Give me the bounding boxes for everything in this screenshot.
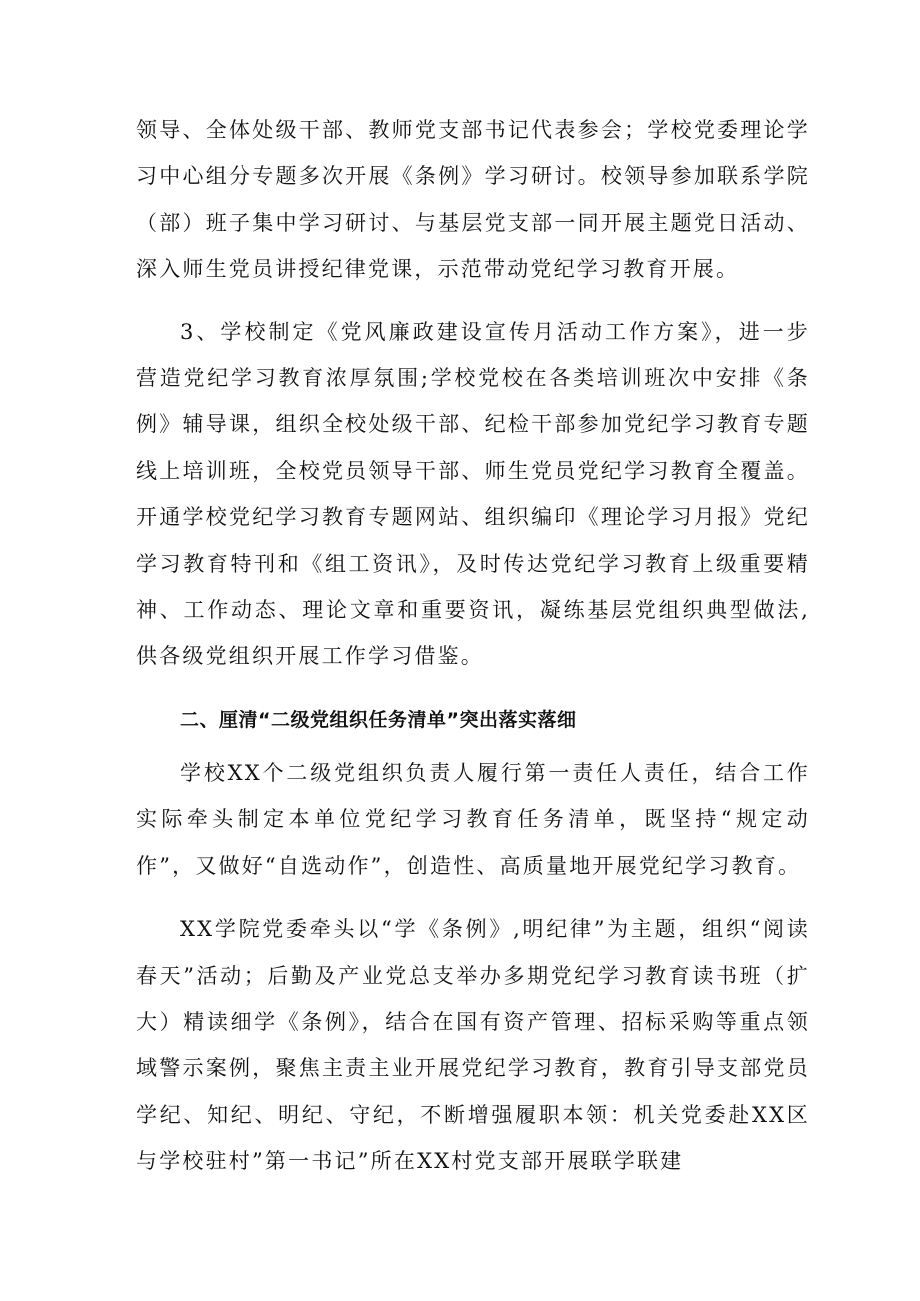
paragraph-item-3: 3、学校制定《党风廉政建设宣传月活动工作方案》，进一步营造党纪学习教育浓厚氛围;学校党校在各类培训班次中安排《条例》辅导课，组织全校处级干部、纪检干部参加党纪学习教育专题线上培训班，全校党员领导干部、师生党员党纪学习教育全覆盖。开通学校党纪学习教育专题网站、组织编印《理论学习月报》党纪学习教育特刊和《组工资讯》，及时传达党纪学习教育上级重要精神、工作动态、理论文章和重要资讯，凝练基层党组织典型做法,供各级党组织开展工作学习借鉴。 xyxy=(136,319,810,669)
paragraph-continued: 领导、全体处级干部、教师党支部书记代表参会；学校党委理论学习中心组分专题多次开展《条例》学习研讨。校领导参加联系学院（部）班子集中学习研讨、与基层党支部一同开展主题党日活动、深入师生党员讲授纪律党课，示范带动党纪学习教育开展。 xyxy=(136,118,810,282)
section-heading: 二、厘清“二级党组织任务清单”突出落实落细 xyxy=(180,708,577,731)
paragraph-task-list: 学校XX个二级党组织负责人履行第一责任人责任，结合工作实际牵头制定本单位党纪学习教育任务清单，既坚持“规定动作”，又做好“自选动作”，创造性、高质量地开展党纪学习教育。 xyxy=(136,760,810,878)
paragraph-examples: XX学院党委牵头以“学《条例》,明纪律”为主题，组织“阅读春天”活动；后勤及产业党总支举办多期党纪学习教育读书班（扩大）精读细学《条例》，结合在国有资产管理、招标采购等重点领域警示案例，聚焦主责主业开展党纪学习教育，教育引导支部党员学纪、知纪、明纪、守纪，不断增强履职本领：机关党委赴XX区与学校驻村”第一书记”所在XX村党支部开展联学联建 xyxy=(136,917,810,1174)
